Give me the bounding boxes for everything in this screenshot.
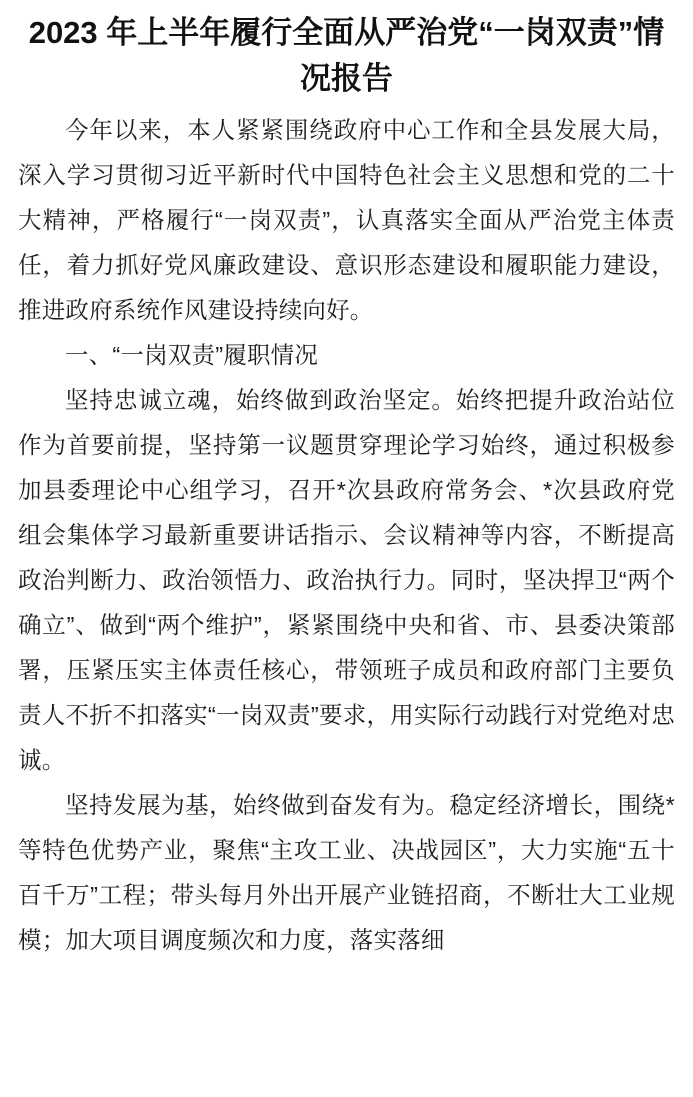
document-title: 2023 年上半年履行全面从严治党“一岗双责”情况报告 [28, 15, 665, 96]
document-paragraph-2: 坚持忠诚立魂，始终做到政治坚定。始终把提升政治站位作为首要前提，坚持第一议题贯穿理论学习始终，通过积极参加县委理论中心组学习，召开*次县政府常务会、*次县政府党组会集体学习最新重要讲话指示、会议精神等内容，不断提高政治判断力、政治领悟力、政治执行力。同时，坚决捍卫“两个确立”、做到“两个维护”，紧紧围绕中央和省、市、县委决策部署，压紧压实主体责任核心，带领班子成员和政府部门主要负责人不折不扣落实“一岗双责”要求，用实际行动践行对党绝对忠诚。 [18, 387, 675, 773]
document-paragraph-1: 今年以来，本人紧紧围绕政府中心工作和全县发展大局，深入学习贯彻习近平新时代中国特色社会主义思想和党的二十大精神，严格履行“一岗双责”，认真落实全面从严治党主体责任，着力抓好党风廉政建设、意识形态建设和履职能力建设，推进政府系统作风建设持续向好。 [18, 117, 675, 323]
document-section-heading-1: 一、“一岗双责”履职情况 [65, 342, 319, 368]
document-paragraph-3: 坚持发展为基，始终做到奋发有为。稳定经济增长，围绕*等特色优势产业，聚焦“主攻工业、决战园区”，大力实施“五十百千万”工程；带头每月外出开展产业链招商，不断壮大工业规模；加大项目调度频次和力度，落实落细 [18, 792, 675, 953]
